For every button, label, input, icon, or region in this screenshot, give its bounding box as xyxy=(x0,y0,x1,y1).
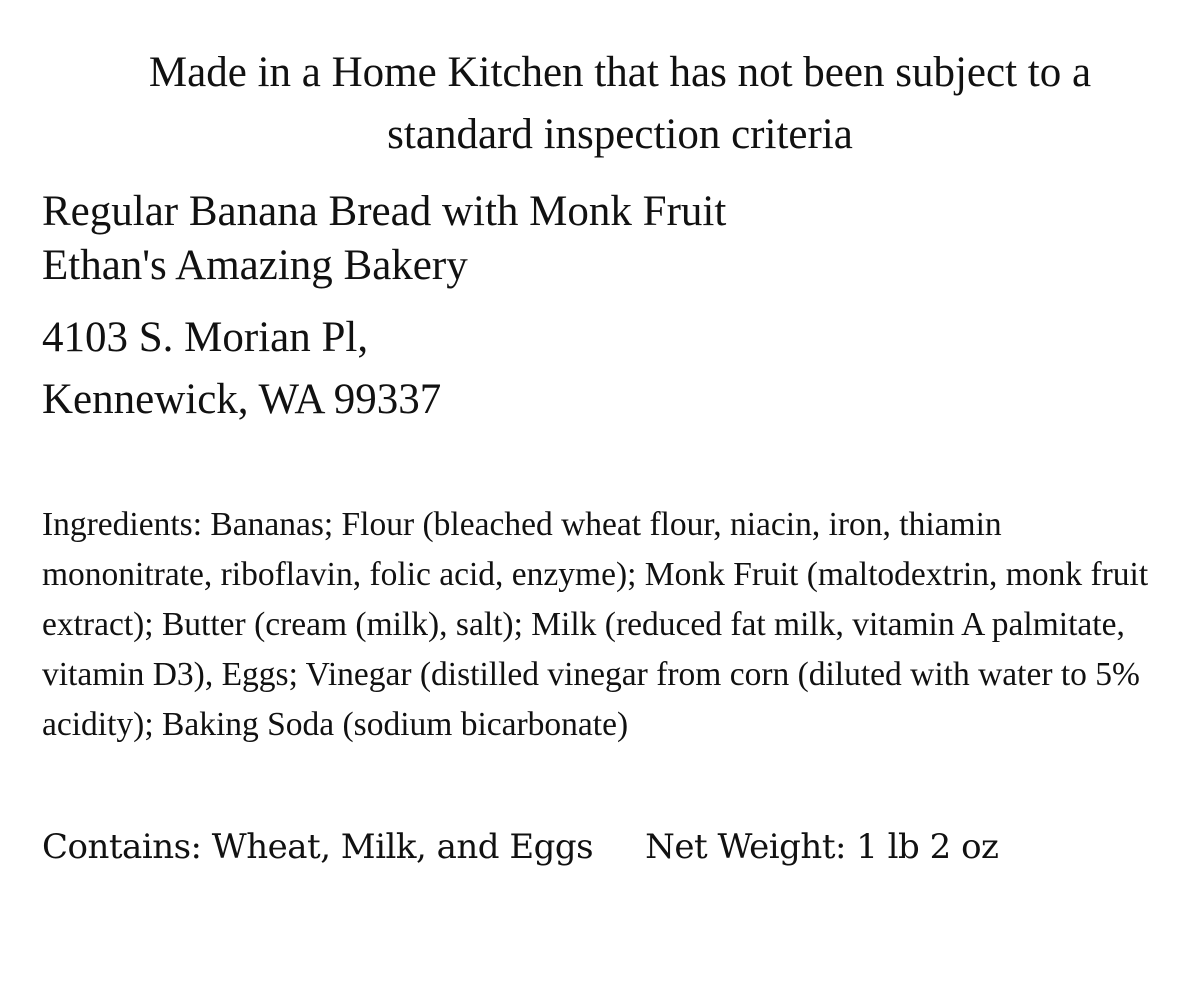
allergen-statement: Contains: Wheat, Milk, and Eggs xyxy=(42,827,594,867)
product-info xyxy=(42,185,726,293)
ingredients-list: Ingredients: Bananas; Flour (bleached wheat flour, niacin, iron, thiamin mononitrate, riboflavin, folic acid, enzyme); Monk Fruit (maltodextrin, monk fruit extract); Butter (cream (milk), salt); Milk (reduced fat milk, vitamin A palmitate, vitamin D3), Eggs; Vinegar (distilled vinegar from corn (diluted with water to 5% acidity); Baking Soda (sodium bicarbonate) xyxy=(42,506,1149,743)
home-kitchen-disclaimer: Made in a Home Kitchen that has not been subject to a standard inspection criteria xyxy=(148,49,1092,158)
address-city-state-zip: Kennewick, WA 99337 xyxy=(42,376,442,423)
net-weight: Net Weight: 1 lb 2 oz xyxy=(645,827,999,867)
bakery-address xyxy=(42,307,441,431)
product-name: Regular Banana Bread with Monk Fruit xyxy=(42,188,727,235)
address-street: 4103 S. Morian Pl, xyxy=(42,314,369,361)
bakery-name: Ethan's Amazing Bakery xyxy=(42,242,468,289)
label-footer xyxy=(42,823,998,871)
